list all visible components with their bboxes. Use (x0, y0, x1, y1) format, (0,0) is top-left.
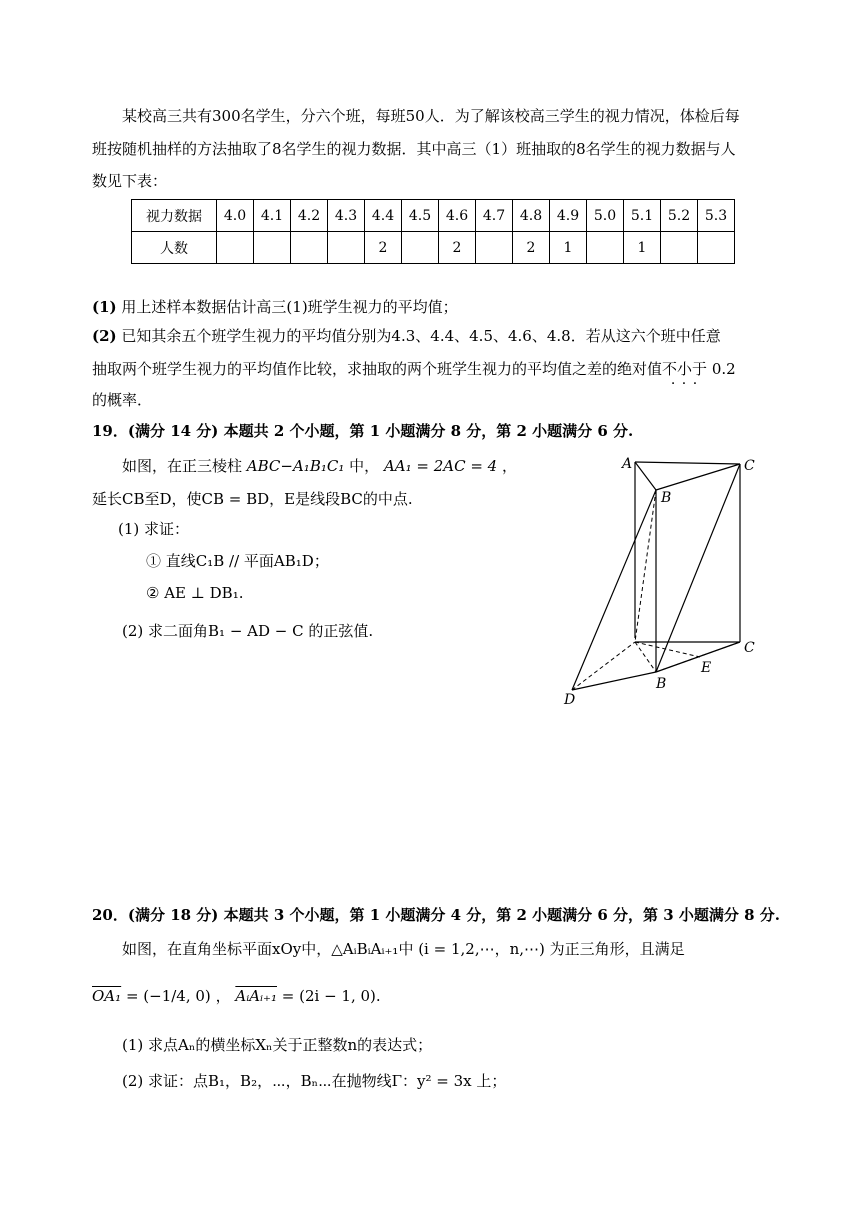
p19-q2: (2) 求二面角B₁ − AD − C 的正弦值. (122, 622, 374, 640)
p19-line2: 延长CB至D，使CB = BD，E是线段BC的中点. (92, 490, 413, 508)
p19-line1-mid: 中， (349, 457, 380, 475)
p18-q2-emphasis: 不小于 · · · (662, 360, 707, 378)
p18-q2-line2 (92, 358, 736, 379)
edge-top-ab (635, 462, 656, 490)
table-cell: 5.0 (587, 200, 624, 232)
table-cell (698, 232, 735, 264)
table-cell (291, 232, 328, 264)
prism-figure (560, 450, 760, 710)
p18-q2-line2-post: 0.2 (711, 360, 736, 378)
p19-q1a: ① 直线C₁B // 平面AB₁D； (146, 552, 329, 570)
table-cell (402, 232, 439, 264)
p19-line1 (122, 455, 517, 476)
table-row (132, 232, 735, 264)
table-cell: 4.7 (476, 200, 513, 232)
fig-label-c-top: C (744, 458, 755, 474)
table-cell: 5.2 (661, 200, 698, 232)
p19-line1-end: ， (502, 457, 518, 475)
table-row-label: 人数 (132, 232, 217, 264)
p20-vector-oa1-value: = (−1/4, 0) (125, 987, 211, 1005)
fig-label-e: E (701, 660, 712, 676)
p18-q1-number: (1) (92, 298, 117, 316)
table-cell: 4.9 (550, 200, 587, 232)
fig-label-c-bottom: C (744, 640, 755, 656)
table-cell: 2 (365, 232, 402, 264)
p19-line1-pre: 如图，在正三棱柱 (122, 457, 243, 475)
table-cell (254, 232, 291, 264)
table-cell (661, 232, 698, 264)
p18-intro-line2: 班按随机抽样的方法抽取了8名学生的视力数据．其中高三（1）班抽取的8名学生的视力数据与人 (92, 140, 736, 158)
p18-q2-line3: 的概率． (92, 391, 153, 409)
table-cell (217, 232, 254, 264)
p18-intro-line1: 某校高三共有300名学生，分六个班，每班50人．为了解该校高三学生的视力情况，体检后每 (122, 107, 740, 125)
table-cell: 5.3 (698, 200, 735, 232)
p18-question-2 (92, 325, 721, 346)
p18-q1-text: 用上述样本数据估计高三(1)班学生视力的平均值； (121, 298, 458, 316)
p20-vectors: OA₁ = (−1/4, 0) ， AᵢAᵢ₊₁ = (2i − 1, 0). (92, 987, 381, 1005)
fig-label-a-top: A (622, 456, 633, 472)
p18-question-1 (92, 296, 458, 317)
p18-q2-number: (2) (92, 327, 117, 345)
table-cell: 4.6 (439, 200, 476, 232)
edge-d-b1 (572, 490, 656, 690)
p18-q2-text: 已知其余五个班学生视力的平均值分别为4.3、4.4、4.5、4.6、4.8．若从这六个班中任意 (121, 327, 721, 345)
table-cell: 4.5 (402, 200, 439, 232)
edge-b1-a-dashed (635, 490, 656, 642)
table-cell (587, 232, 624, 264)
table-cell: 2 (513, 232, 550, 264)
p20-line1: 如图，在直角坐标平面xOy中，△AᵢBᵢAᵢ₊₁中 (i = 1,2,⋯，n,⋯) 为正三角形，且满足 (122, 940, 685, 958)
table-cell: 4.2 (291, 200, 328, 232)
fig-label-b-top: B (661, 490, 672, 506)
edge-top-bc (656, 464, 740, 490)
p20-q1: (1) 求点Aₙ的横坐标Xₙ关于正整数n的表达式； (122, 1036, 433, 1054)
table-cell: 4.3 (328, 200, 365, 232)
table-cell: 4.0 (217, 200, 254, 232)
table-cell: 4.4 (365, 200, 402, 232)
p20-q2: (2) 求证：点B₁，B₂，⋯，Bₙ⋯在抛物线Γ：y² = 3x 上； (122, 1072, 507, 1090)
edge-a-b-dashed (635, 642, 656, 672)
p20-vector-aiai1: AᵢAᵢ₊₁ (235, 987, 277, 1005)
table-cell: 5.1 (624, 200, 661, 232)
p20-vector-aiai1-value: = (2i − 1, 0). (281, 987, 381, 1005)
table-cell: 4.8 (513, 200, 550, 232)
table-cell: 2 (439, 232, 476, 264)
p19-prism: ABC−A₁B₁C₁ (246, 457, 345, 475)
p18-q2-line2-pre: 抽取两个班学生视力的平均值作比较，求抽取的两个班学生视力的平均值之差的绝对值 (92, 360, 663, 378)
p19-q1: (1) 求证： (118, 520, 190, 538)
table-cell (476, 232, 513, 264)
fig-label-b-bottom: B (656, 676, 667, 692)
p20-header: 20．(满分 18 分) 本题共 3 个小题，第 1 小题满分 4 分，第 2 小题满分 6 分，第 3 小题满分 8 分. (92, 906, 781, 924)
edge-top-ac (635, 462, 740, 464)
table-cell: 1 (550, 232, 587, 264)
table-cell (328, 232, 365, 264)
p20-vector-oa1: OA₁ (92, 987, 122, 1005)
table-row (132, 200, 735, 232)
p19-q1b: ② AE ⊥ DB₁. (146, 584, 244, 602)
table-cell: 4.1 (254, 200, 291, 232)
vision-data-table (131, 199, 735, 264)
table-cell: 1 (624, 232, 661, 264)
p18-intro-line3: 数见下表： (92, 172, 168, 190)
p19-header: 19．(满分 14 分) 本题共 2 个小题，第 1 小题满分 8 分，第 2 小题满分 6 分. (92, 422, 634, 440)
table-row-label: 视力数据 (132, 200, 217, 232)
p19-equation: AA₁ = 2AC = 4 (383, 457, 498, 475)
fig-label-d: D (564, 692, 576, 708)
